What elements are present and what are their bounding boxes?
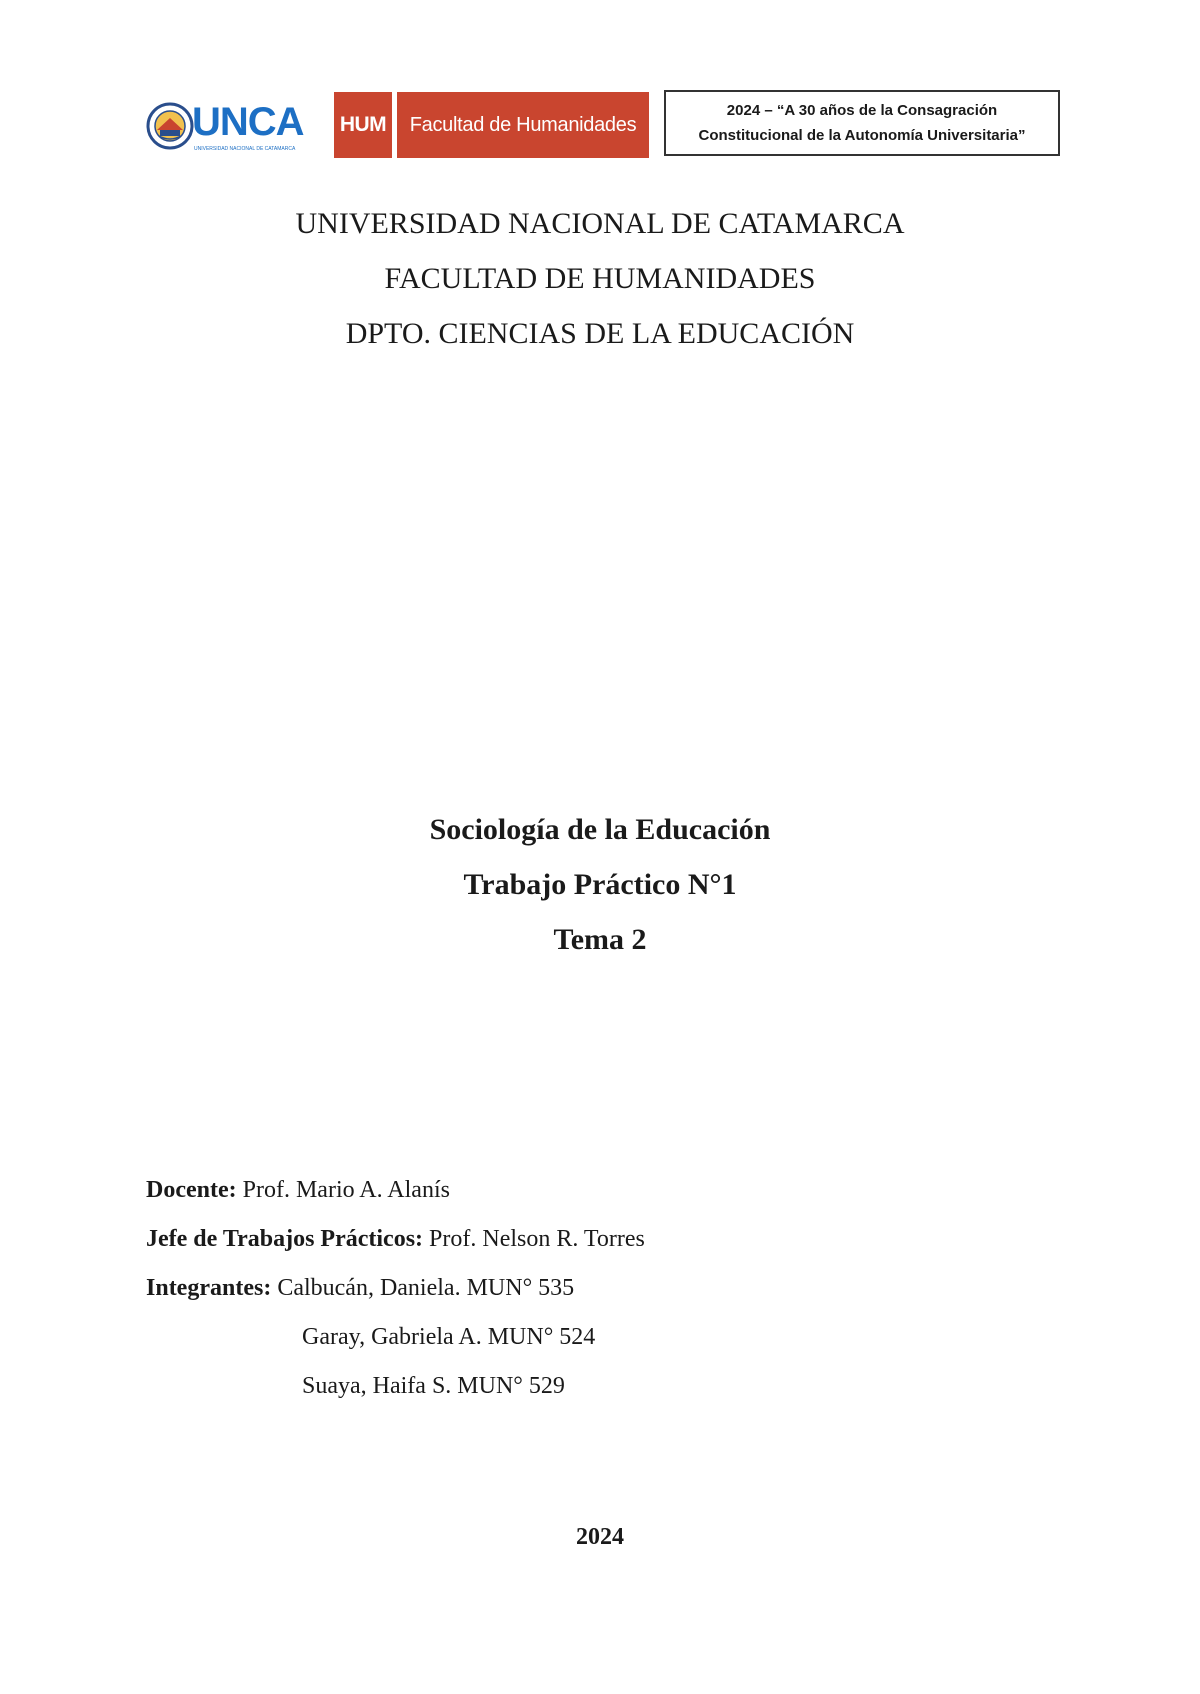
members-row [146,1264,1046,1313]
member-row [146,1313,1046,1362]
motto-line-1: 2024 – “A 30 años de la Consagración [726,102,998,119]
hum-faculty-name: Facultad de Humanidades [397,92,649,158]
header-logos [146,88,1062,160]
unca-logo [146,102,306,158]
docente-row [146,1166,1046,1215]
member-item: Calbucán, Daniela. MUN° 535 [277,1275,575,1301]
motto-line-2: Constitucional de la Autonomía Universitaria” [698,127,1026,144]
subject-block [0,802,1200,967]
docente-value: Prof. Mario A. Alanís [242,1177,450,1203]
members-label: Integrantes: [146,1275,278,1301]
motto-box [664,90,1060,156]
institution-block [0,196,1200,361]
assignment-title: Trabajo Práctico N°1 [463,868,737,901]
unca-seal-icon [146,102,194,150]
docente-label: Docente: [146,1177,243,1203]
unca-subtitle: UNIVERSIDAD NACIONAL DE CATAMARCA [194,146,296,152]
member-row [146,1362,1046,1411]
jtp-row [146,1215,1046,1264]
department-name: DPTO. CIENCIAS DE LA EDUCACIÓN [345,317,855,350]
course-title: Sociología de la Educación [429,813,771,846]
member-item: Garay, Gabriela A. MUN° 524 [302,1324,596,1350]
jtp-label: Jefe de Trabajos Prácticos: [146,1226,430,1252]
unca-wordmark: UNCA [192,100,304,144]
credits-block [146,1166,1046,1411]
hum-abbreviation: HUM [334,92,392,158]
hum-logo [334,92,649,158]
faculty-name: FACULTAD DE HUMANIDADES [384,262,816,295]
topic-title: Tema 2 [553,923,647,956]
university-name: UNIVERSIDAD NACIONAL DE CATAMARCA [295,207,905,240]
document-year: 2024 [576,1524,624,1550]
jtp-value: Prof. Nelson R. Torres [429,1226,645,1252]
member-item: Suaya, Haifa S. MUN° 529 [302,1373,565,1399]
